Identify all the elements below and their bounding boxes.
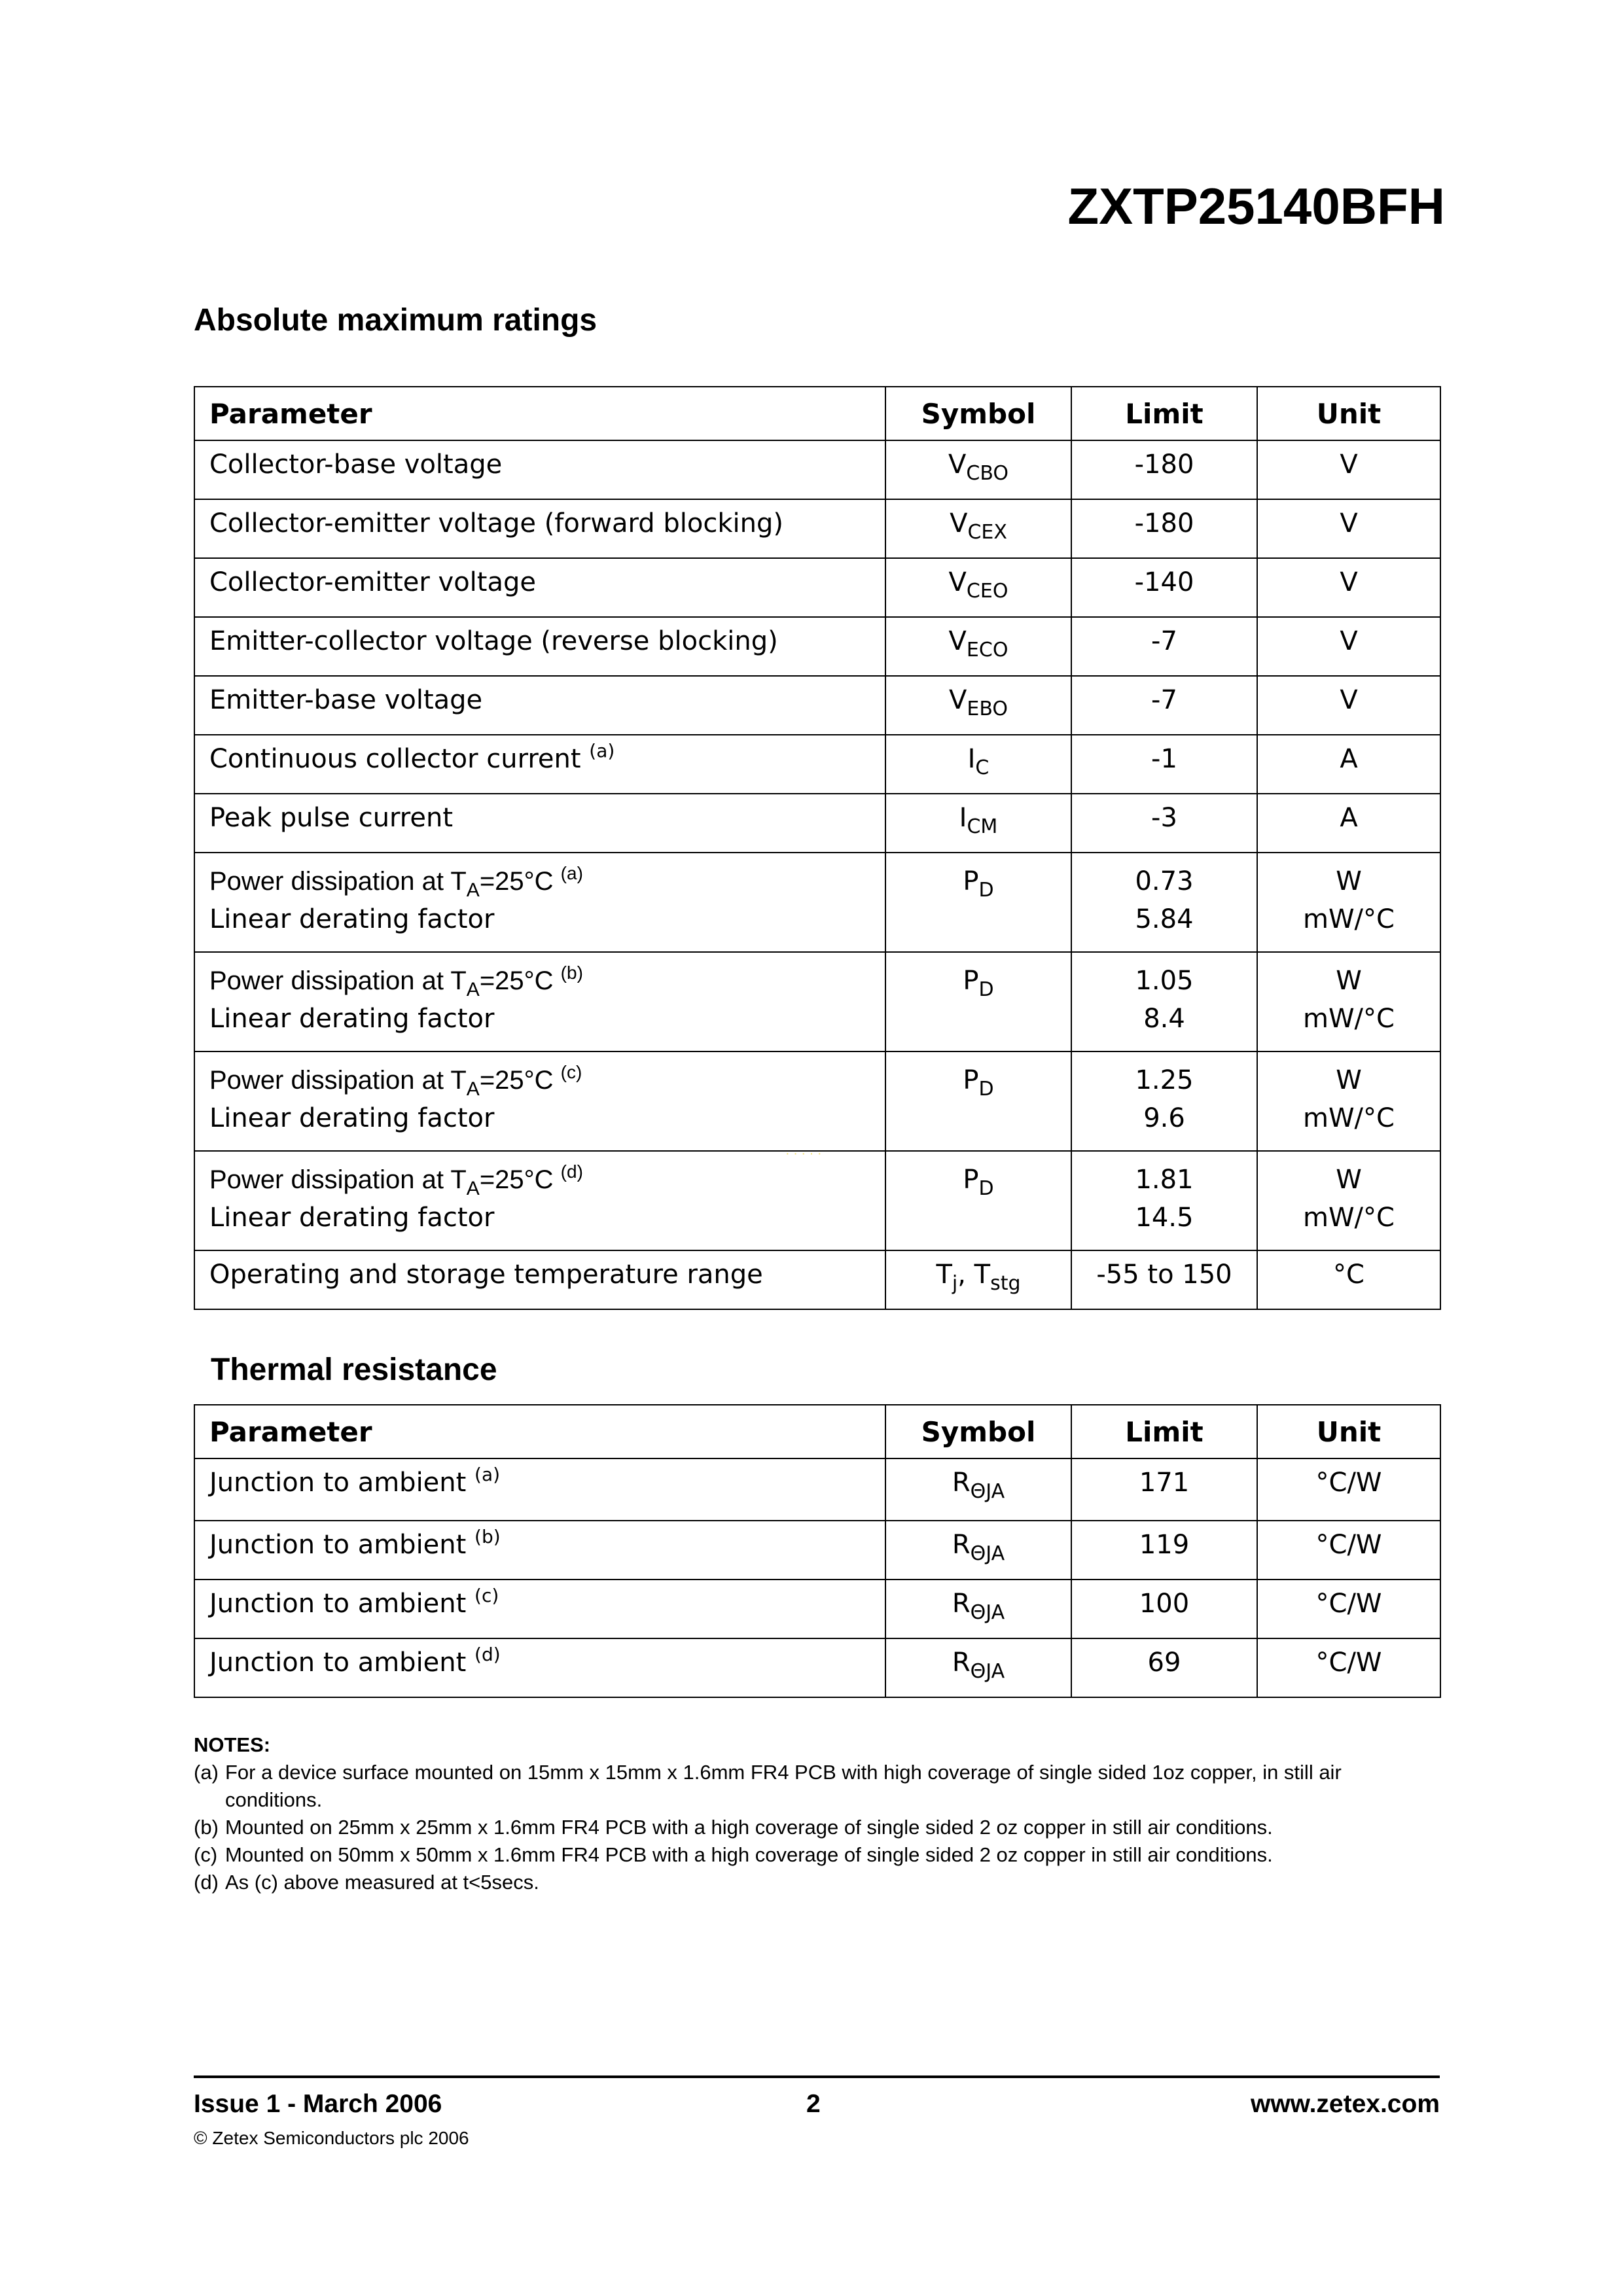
col-header-symbol: Symbol (885, 1405, 1071, 1458)
derating-label: Linear derating factor (209, 904, 495, 934)
table-row (194, 1151, 1440, 1250)
table-row (194, 952, 1440, 1051)
symbol-subscript: ΘJA (970, 1601, 1005, 1624)
pd-subscript: A (466, 1078, 480, 1100)
note-ref: (d) (560, 1161, 583, 1182)
param-cell (194, 735, 885, 794)
symbol-subscript: CBO (966, 462, 1008, 485)
ratings-section-title: Absolute maximum ratings (194, 303, 597, 338)
col-header-parameter: Parameter (194, 387, 885, 440)
unit-cell: V (1257, 617, 1440, 676)
symbol-subscript: ΘJA (970, 1660, 1005, 1683)
param-cell (194, 1151, 885, 1250)
param-text: Junction to ambient (209, 1468, 467, 1498)
symbol-text: T (936, 1260, 952, 1290)
symbol-text: P (963, 866, 979, 896)
symbol-cell (885, 794, 1071, 853)
power-dissipation-label (209, 862, 870, 900)
unit-cell: A (1257, 735, 1440, 794)
table-row (194, 1458, 1440, 1521)
note-label: (d) (194, 1871, 219, 1894)
limit-derating: 9.6 (1143, 1103, 1185, 1133)
ratings-header-row (194, 387, 1440, 440)
symbol-text: V (949, 685, 967, 715)
param-text: Junction to ambient (209, 1530, 467, 1560)
limit-cell: 100 (1071, 1580, 1257, 1638)
param-cell (194, 676, 885, 735)
pd-condition: =25°C (479, 1066, 554, 1095)
symbol-text: V (948, 567, 967, 597)
param-cell (194, 440, 885, 499)
note-ref: (a) (474, 1464, 501, 1485)
symbol-subscript: EBO (967, 698, 1008, 720)
param-cell (194, 558, 885, 617)
unit-cell (1257, 1051, 1440, 1151)
note-ref: (b) (560, 963, 583, 983)
thermal-header-row (194, 1405, 1440, 1458)
table-row (194, 1250, 1440, 1309)
limit-derating: 14.5 (1135, 1203, 1194, 1233)
param-text: Junction to ambient (209, 1589, 467, 1619)
symbol-cell (885, 1638, 1071, 1697)
symbol-subscript: D (978, 978, 994, 1001)
symbol-cell (885, 735, 1071, 794)
param-text: Collector-emitter voltage (209, 567, 536, 597)
param-text: Continuous collector current (209, 744, 581, 774)
table-row (194, 440, 1440, 499)
symbol-cell (885, 558, 1071, 617)
watermark-text: · · · · · (785, 1146, 822, 1161)
limit-cell (1071, 853, 1257, 952)
limit-cell (1071, 1151, 1257, 1250)
param-cell (194, 952, 885, 1051)
symbol-text: V (948, 450, 967, 480)
note-item (194, 1759, 1440, 1814)
symbol-text: R (952, 1468, 971, 1498)
unit-cell (1257, 853, 1440, 952)
limit-cell: -180 (1071, 440, 1257, 499)
note-item (194, 1814, 1440, 1841)
note-ref: (c) (474, 1585, 499, 1606)
unit-cell: V (1257, 558, 1440, 617)
limit-cell: -140 (1071, 558, 1257, 617)
param-cell (194, 1580, 885, 1638)
param-cell (194, 617, 885, 676)
power-dissipation-label (209, 1161, 870, 1199)
limit-cell: -180 (1071, 499, 1257, 558)
symbol-cell (885, 1250, 1071, 1309)
col-header-limit: Limit (1071, 1405, 1257, 1458)
derating-label: Linear derating factor (209, 1203, 495, 1233)
pd-label-text: Power dissipation at T (209, 1066, 467, 1095)
limit-cell: 69 (1071, 1638, 1257, 1697)
limit-cell: 119 (1071, 1521, 1257, 1580)
derating-label: Linear derating factor (209, 1004, 495, 1034)
symbol-text: R (952, 1530, 971, 1560)
col-header-limit: Limit (1071, 387, 1257, 440)
col-header-parameter: Parameter (194, 1405, 885, 1458)
note-text: For a device surface mounted on 15mm x 15mm x 1.6mm FR4 PCB with high coverage of single sided 1oz copper, in still air conditions. (225, 1761, 1342, 1811)
pd-label-text: Power dissipation at T (209, 1165, 467, 1194)
limit-cell: -3 (1071, 794, 1257, 853)
table-row (194, 794, 1440, 853)
footer-website-link[interactable]: www.zetex.com (1251, 2090, 1440, 2118)
notes-block (194, 1731, 1440, 1896)
limit-cell: -1 (1071, 735, 1257, 794)
symbol-cell (885, 617, 1071, 676)
symbol-subscript: CEO (966, 580, 1008, 603)
table-row (194, 499, 1440, 558)
symbol-cell (885, 1521, 1071, 1580)
pd-condition: =25°C (479, 867, 554, 896)
limit-pd: 1.25 (1135, 1065, 1194, 1095)
table-row (194, 1521, 1440, 1580)
param-cell (194, 499, 885, 558)
param-text: Collector-emitter voltage (forward blocking) (209, 508, 783, 539)
unit-cell (1257, 952, 1440, 1051)
unit-pd: W (1336, 1165, 1362, 1195)
symbol-text: V (948, 626, 967, 656)
pd-subscript: A (466, 979, 480, 1000)
limit-cell: -7 (1071, 617, 1257, 676)
note-text: Mounted on 25mm x 25mm x 1.6mm FR4 PCB with a high coverage of single sided 2 oz copper in still air conditions. (225, 1816, 1273, 1839)
unit-derating: mW/°C (1303, 1004, 1395, 1034)
pd-subscript: A (466, 879, 480, 901)
note-ref: (a) (589, 740, 615, 762)
limit-cell: -7 (1071, 676, 1257, 735)
note-label: (a) (194, 1761, 219, 1784)
param-cell (194, 1051, 885, 1151)
footer-divider (194, 2075, 1440, 2078)
unit-cell: °C/W (1257, 1580, 1440, 1638)
table-row (194, 558, 1440, 617)
symbol-text: R (952, 1589, 971, 1619)
param-text: Emitter-collector voltage (reverse blocking) (209, 626, 778, 656)
table-row (194, 676, 1440, 735)
symbol-text: P (963, 1065, 979, 1095)
symbol-subscript: ΘJA (970, 1542, 1005, 1565)
thermal-table (194, 1404, 1441, 1698)
param-text: Peak pulse current (209, 803, 454, 833)
symbol-text: V (950, 508, 968, 539)
unit-pd: W (1336, 866, 1362, 896)
notes-heading: NOTES: (194, 1733, 271, 1756)
limit-pd: 1.81 (1135, 1165, 1194, 1195)
table-row (194, 1580, 1440, 1638)
note-item (194, 1869, 1440, 1896)
thermal-section-title: Thermal resistance (211, 1352, 497, 1387)
note-ref: (d) (474, 1644, 501, 1665)
param-cell (194, 794, 885, 853)
note-text: As (c) above measured at t<5secs. (225, 1871, 539, 1894)
symbol-cell (885, 952, 1071, 1051)
symbol-text: , T (957, 1260, 991, 1290)
symbol-cell (885, 1151, 1071, 1250)
unit-cell: V (1257, 440, 1440, 499)
symbol-cell (885, 853, 1071, 952)
col-header-unit: Unit (1257, 387, 1440, 440)
pd-label-text: Power dissipation at T (209, 966, 467, 995)
unit-derating: mW/°C (1303, 1103, 1395, 1133)
symbol-subscript: ECO (966, 639, 1008, 662)
unit-derating: mW/°C (1303, 1203, 1395, 1233)
limit-cell: 171 (1071, 1458, 1257, 1521)
table-row (194, 1638, 1440, 1697)
ratings-table (194, 386, 1441, 1310)
symbol-cell (885, 499, 1071, 558)
note-item (194, 1841, 1440, 1869)
param-cell: Operating and storage temperature range (194, 1250, 885, 1309)
unit-pd: W (1336, 966, 1362, 996)
footer-copyright: © Zetex Semiconductors plc 2006 (194, 2128, 469, 2148)
unit-cell: V (1257, 676, 1440, 735)
derating-label: Linear derating factor (209, 1103, 495, 1133)
note-label: (c) (194, 1843, 218, 1866)
symbol-subscript: D (978, 1177, 994, 1200)
param-cell (194, 853, 885, 952)
param-text: Collector-base voltage (209, 450, 503, 480)
note-ref: (b) (474, 1526, 501, 1547)
unit-cell: °C (1257, 1250, 1440, 1309)
part-number-title: ZXTP25140BFH (1067, 177, 1445, 235)
footer-issue: Issue 1 - March 2006 (194, 2090, 442, 2118)
pd-condition: =25°C (479, 966, 554, 995)
table-row (194, 1051, 1440, 1151)
param-cell (194, 1638, 885, 1697)
limit-cell (1071, 1051, 1257, 1151)
symbol-cell (885, 440, 1071, 499)
symbol-cell (885, 1580, 1071, 1638)
limit-cell: -55 to 150 (1071, 1250, 1257, 1309)
symbol-cell (885, 676, 1071, 735)
unit-derating: mW/°C (1303, 904, 1395, 934)
param-cell (194, 1521, 885, 1580)
col-header-unit: Unit (1257, 1405, 1440, 1458)
unit-cell: V (1257, 499, 1440, 558)
note-label: (b) (194, 1816, 219, 1839)
symbol-subscript: stg (990, 1272, 1021, 1295)
symbol-subscript: D (978, 1078, 994, 1101)
limit-pd: 0.73 (1135, 866, 1194, 896)
table-row (194, 853, 1440, 952)
power-dissipation-label (209, 962, 870, 1000)
symbol-text: R (952, 1648, 971, 1678)
limit-derating: 5.84 (1135, 904, 1194, 934)
symbol-subscript: CEX (967, 521, 1007, 544)
param-text: Junction to ambient (209, 1648, 467, 1678)
note-text: Mounted on 50mm x 50mm x 1.6mm FR4 PCB with a high coverage of single sided 2 oz copper in still air conditions. (225, 1843, 1273, 1866)
symbol-text: P (963, 1165, 979, 1195)
symbol-subscript: D (978, 879, 994, 902)
symbol-subscript: ΘJA (970, 1480, 1005, 1503)
limit-pd: 1.05 (1135, 966, 1194, 996)
unit-pd: W (1336, 1065, 1362, 1095)
unit-cell: A (1257, 794, 1440, 853)
pd-label-text: Power dissipation at T (209, 867, 467, 896)
note-ref: (c) (560, 1062, 582, 1082)
table-row (194, 735, 1440, 794)
symbol-text: I (959, 803, 967, 833)
limit-cell (1071, 952, 1257, 1051)
symbol-cell (885, 1458, 1071, 1521)
page-number: 2 (806, 2090, 821, 2118)
param-text: Emitter-base voltage (209, 685, 483, 715)
symbol-subscript: j (952, 1272, 958, 1295)
col-header-symbol: Symbol (885, 387, 1071, 440)
limit-derating: 8.4 (1143, 1004, 1185, 1034)
unit-cell: °C/W (1257, 1521, 1440, 1580)
unit-cell (1257, 1151, 1440, 1250)
power-dissipation-label (209, 1061, 870, 1099)
symbol-text: I (967, 744, 976, 774)
symbol-text: P (963, 966, 979, 996)
table-row (194, 617, 1440, 676)
symbol-subscript: C (975, 756, 990, 779)
pd-subscript: A (466, 1178, 480, 1199)
note-ref: (a) (560, 863, 583, 883)
pd-condition: =25°C (479, 1165, 554, 1194)
symbol-subscript: CM (967, 815, 998, 838)
symbol-cell (885, 1051, 1071, 1151)
unit-cell: °C/W (1257, 1458, 1440, 1521)
param-cell (194, 1458, 885, 1521)
unit-cell: °C/W (1257, 1638, 1440, 1697)
